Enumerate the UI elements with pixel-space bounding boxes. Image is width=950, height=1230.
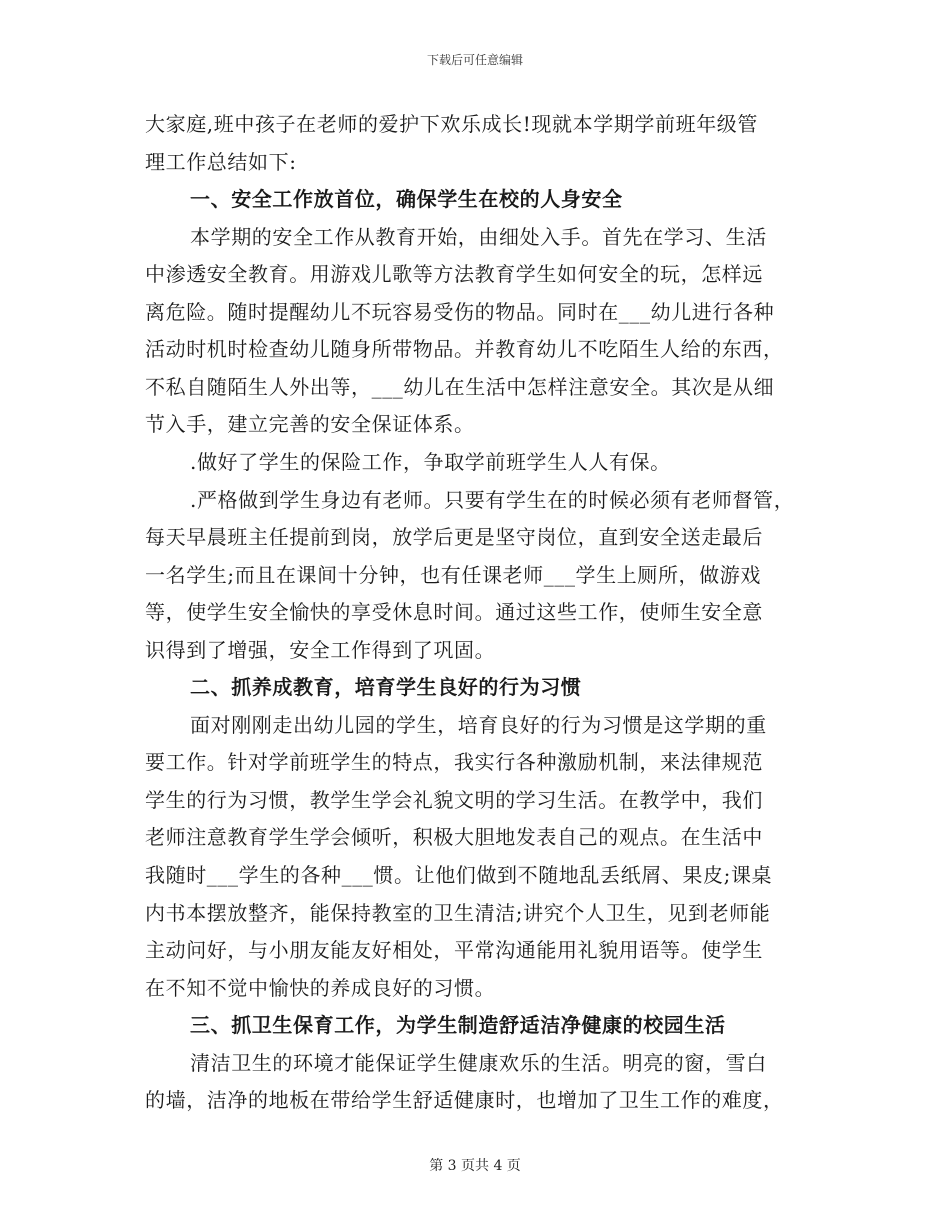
page-footer: 第 3 页共 4 页 [429, 1158, 521, 1174]
section-heading: 一、安全工作放首位，确保学生在校的人身安全 [190, 187, 623, 212]
paragraph-line: 学生的行为习惯，教学生学会礼貌文明的学习生活。在教学中，我们 [145, 787, 763, 812]
page-header: 下载后可任意编辑 [426, 53, 523, 67]
paragraph-line: 主动问好，与小朋友能友好相处，平常沟通能用礼貌用语等。使学生 [145, 938, 763, 963]
paragraph-line: 一名学生;而且在课间十分钟，也有任课老师___学生上厕所，做游戏 [145, 562, 761, 587]
paragraph-line: .做好了学生的保险工作，争取学前班学生人人有保。 [190, 449, 671, 474]
paragraph-line: 面对刚刚走出幼儿园的学生，培育良好的行为习惯是这学期的重 [190, 712, 767, 737]
paragraph-line: 不私自随陌生人外出等，___幼儿在生活中怎样注意安全。其次是从细 [145, 374, 775, 399]
paragraph-line: 等，使学生安全愉快的享受休息时间。通过这些工作，使师生安全意 [145, 600, 763, 625]
section-heading: 三、抓卫生保育工作，为学生制造舒适洁净健康的校园生活 [190, 1013, 726, 1038]
paragraph-line: 我随时___学生的各种___惯。让他们做到不随地乱丢纸屑、果皮;课桌 [145, 863, 773, 887]
paragraph-line: 中渗透安全教育。用游戏儿歌等方法教育学生如何安全的玩，怎样远 [145, 262, 763, 287]
paragraph-line: 活动时机时检查幼儿随身所带物品。并教育幼儿不吃陌生人给的东西， [145, 337, 784, 362]
paragraph-line: 理工作总结如下: [145, 149, 297, 174]
paragraph-line: 要工作。针对学前班学生的特点，我实行各种激励机制，来法律规范 [145, 750, 763, 775]
paragraph-line: 节入手，建立完善的安全保证体系。 [145, 412, 475, 437]
paragraph-line: 本学期的安全工作从教育开始，由细处入手。首先在学习、生活 [190, 224, 767, 249]
paragraph-line: 每天早晨班主任提前到岗，放学后更是坚守岗位，直到安全送走最后 [145, 525, 763, 550]
paragraph-line: 识得到了增强，安全工作得到了巩固。 [145, 637, 496, 662]
paragraph-line: 内书本摆放整齐，能保持教室的卫生清洁;讲究个人卫生，见到老师能 [145, 900, 771, 925]
paragraph-line: 清洁卫生的环境才能保证学生健康欢乐的生活。明亮的窗，雪白 [190, 1050, 767, 1075]
paragraph-line: 在不知不觉中愉快的养成良好的习惯。 [145, 975, 496, 1000]
paragraph-line: 的墙，洁净的地板在带给学生舒适健康时，也增加了卫生工作的难度， [145, 1088, 784, 1113]
paragraph-line: .严格做到学生身边有老师。只要有学生在的时候必须有老师督管， [190, 487, 795, 512]
paragraph-line: 大家庭,班中孩子在老师的爱护下欢乐成长!现就本学期学前班年级管 [145, 112, 758, 136]
paragraph-line: 离危险。随时提醒幼儿不玩容易受伤的物品。同时在___幼儿进行各种 [145, 299, 775, 324]
paragraph-line: 老师注意教育学生学会倾听，积极大胆地发表自己的观点。在生活中 [145, 825, 763, 850]
section-heading: 二、抓养成教育，培育学生良好的行为习惯 [190, 675, 582, 700]
